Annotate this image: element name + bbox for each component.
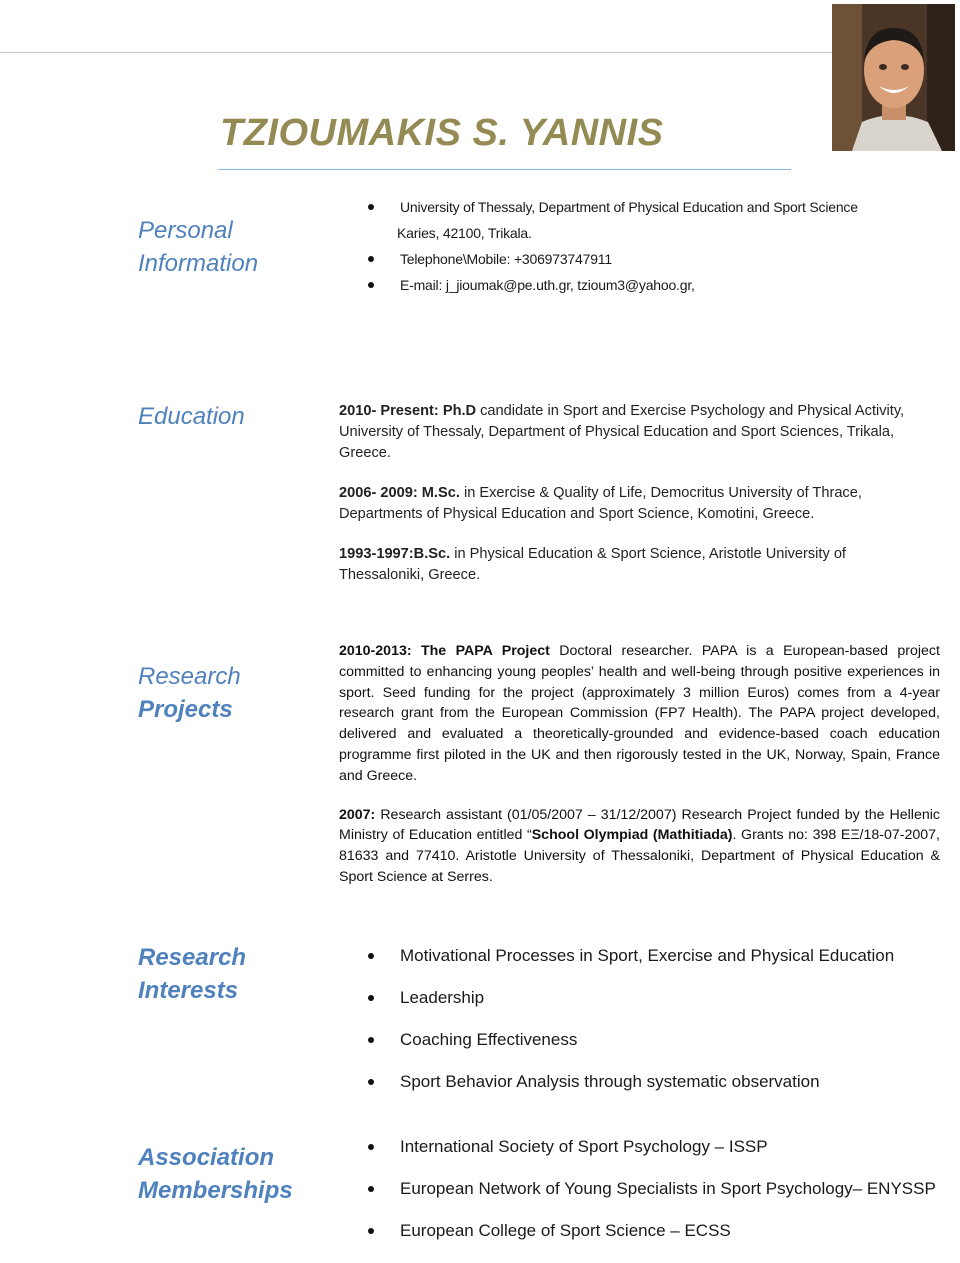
membership-text: International Society of Sport Psychology – ISSP — [400, 1137, 768, 1156]
education-period: 2010- Present: Ph.D — [339, 403, 477, 419]
email-label: E-mail: — [400, 277, 446, 293]
section-heading-projects — [138, 660, 241, 726]
phone-label: Telephone\Mobile: — [400, 251, 514, 267]
project-text: PAPA is a European-based project committed to enhancing young peoples’ health and well-being through positive experiences in sport. Seed funding for the project (approximately 3 million Euros) comes from a 4-year research grant from the European Commission (FP7 Health). The PAPA project developed, delivered and evaluated a theoretically-grounded and evidence-based coach education programme first piloted in the UK and then rigorously tested in the UK, Norway, Spain, France and Greece. — [339, 643, 940, 784]
list-item — [368, 988, 940, 1008]
education-text: candidate in Sport and Exercise Psychology and Physical Activity, University of Thessaly, Department of Physical Education and Sport Sciences, Trikala, Greece. — [339, 403, 905, 461]
education-text: in Physical Education & Sport Science, Aristotle University of Thessaloniki, Greece. — [339, 546, 846, 583]
project-entries — [339, 641, 940, 906]
section-heading-line: Research — [138, 663, 241, 690]
list-item — [368, 1030, 940, 1050]
interests-list — [368, 946, 940, 1114]
list-item — [368, 1221, 940, 1241]
project-text: Research assistant (01/05/2007 – 31/12/2007) Research Project funded by the Hellenic Ministry of Education entitled “ — [339, 806, 940, 844]
list-item — [368, 1179, 940, 1199]
list-item — [368, 946, 940, 966]
list-item — [368, 1072, 940, 1092]
membership-text: European Network of Young Specialists in Sport Psychology– ENYSSP — [400, 1179, 936, 1198]
list-item — [368, 1137, 940, 1157]
section-heading-line: Association — [138, 1144, 275, 1171]
education-text: in Exercise & Quality of Life, Democritus University of Thrace, Departments of Physical Education and Sport Science, Komotini, Greece. — [339, 485, 862, 522]
project-years: 2007: — [339, 806, 376, 823]
education-period: 1993-1997:B.Sc. — [339, 546, 451, 562]
list-item-phone — [368, 246, 940, 272]
project-entry — [339, 641, 940, 787]
section-heading-memberships — [138, 1141, 293, 1207]
profile-photo — [832, 4, 955, 151]
project-title: School Olympiad (Mathitiada) — [531, 827, 733, 844]
interest-text: Leadership — [400, 988, 485, 1007]
interest-text: Sport Behavior Analysis through systematic observation — [400, 1072, 820, 1091]
name-underline — [218, 169, 791, 170]
top-divider — [0, 52, 835, 53]
list-item-address — [368, 194, 940, 220]
section-heading-line: Personal — [138, 217, 233, 244]
person-name: TZIOUMAKIS S. YANNIS — [220, 112, 664, 154]
education-entry — [339, 544, 929, 586]
interest-text: Motivational Processes in Sport, Exercise and Physical Education — [400, 946, 895, 965]
phone-number[interactable]: +306973747911 — [513, 251, 612, 267]
section-heading-education — [138, 400, 245, 433]
project-text: . Grants no: 398 ΕΞ/18-07-2007, 81633 and 77410. Aristotle University of Thessaloniki, Department of Physical Education & Sport Science at Serres. — [339, 827, 940, 885]
email-address[interactable]: j_jioumak@pe.uth.gr, tzioum3@yahoo.gr, — [445, 277, 695, 293]
section-heading-line: Research — [138, 944, 247, 971]
membership-text: European College of Sport Science – ECSS — [400, 1221, 731, 1240]
address-line-1: University of Thessaly, Department of Physical Education and Sport Science — [400, 199, 858, 215]
section-heading-line: Memberships — [138, 1177, 293, 1204]
section-heading-personal — [138, 214, 258, 280]
interest-text: Coaching Effectiveness — [400, 1030, 578, 1049]
project-title: The PAPA Project — [420, 643, 550, 659]
section-heading-line: Interests — [138, 977, 239, 1004]
project-role: Doctoral researcher. — [549, 643, 702, 659]
project-entry — [339, 805, 940, 888]
education-entry — [339, 401, 929, 464]
education-entry — [339, 483, 929, 525]
education-period: 2006- 2009: M.Sc. — [339, 485, 460, 501]
section-heading-line: Projects — [138, 696, 233, 723]
address-line-2: Karies, 42100, Trikala. — [397, 225, 532, 241]
personal-info-list — [368, 194, 940, 298]
memberships-list — [368, 1137, 940, 1263]
education-entries — [339, 401, 929, 605]
section-heading-interests — [138, 941, 246, 1007]
section-heading-line: Education — [138, 403, 245, 430]
list-item-address-cont — [368, 220, 940, 246]
section-heading-line: Information — [138, 250, 259, 277]
project-years: 2010-2013: — [339, 643, 412, 659]
list-item-email — [368, 272, 940, 298]
